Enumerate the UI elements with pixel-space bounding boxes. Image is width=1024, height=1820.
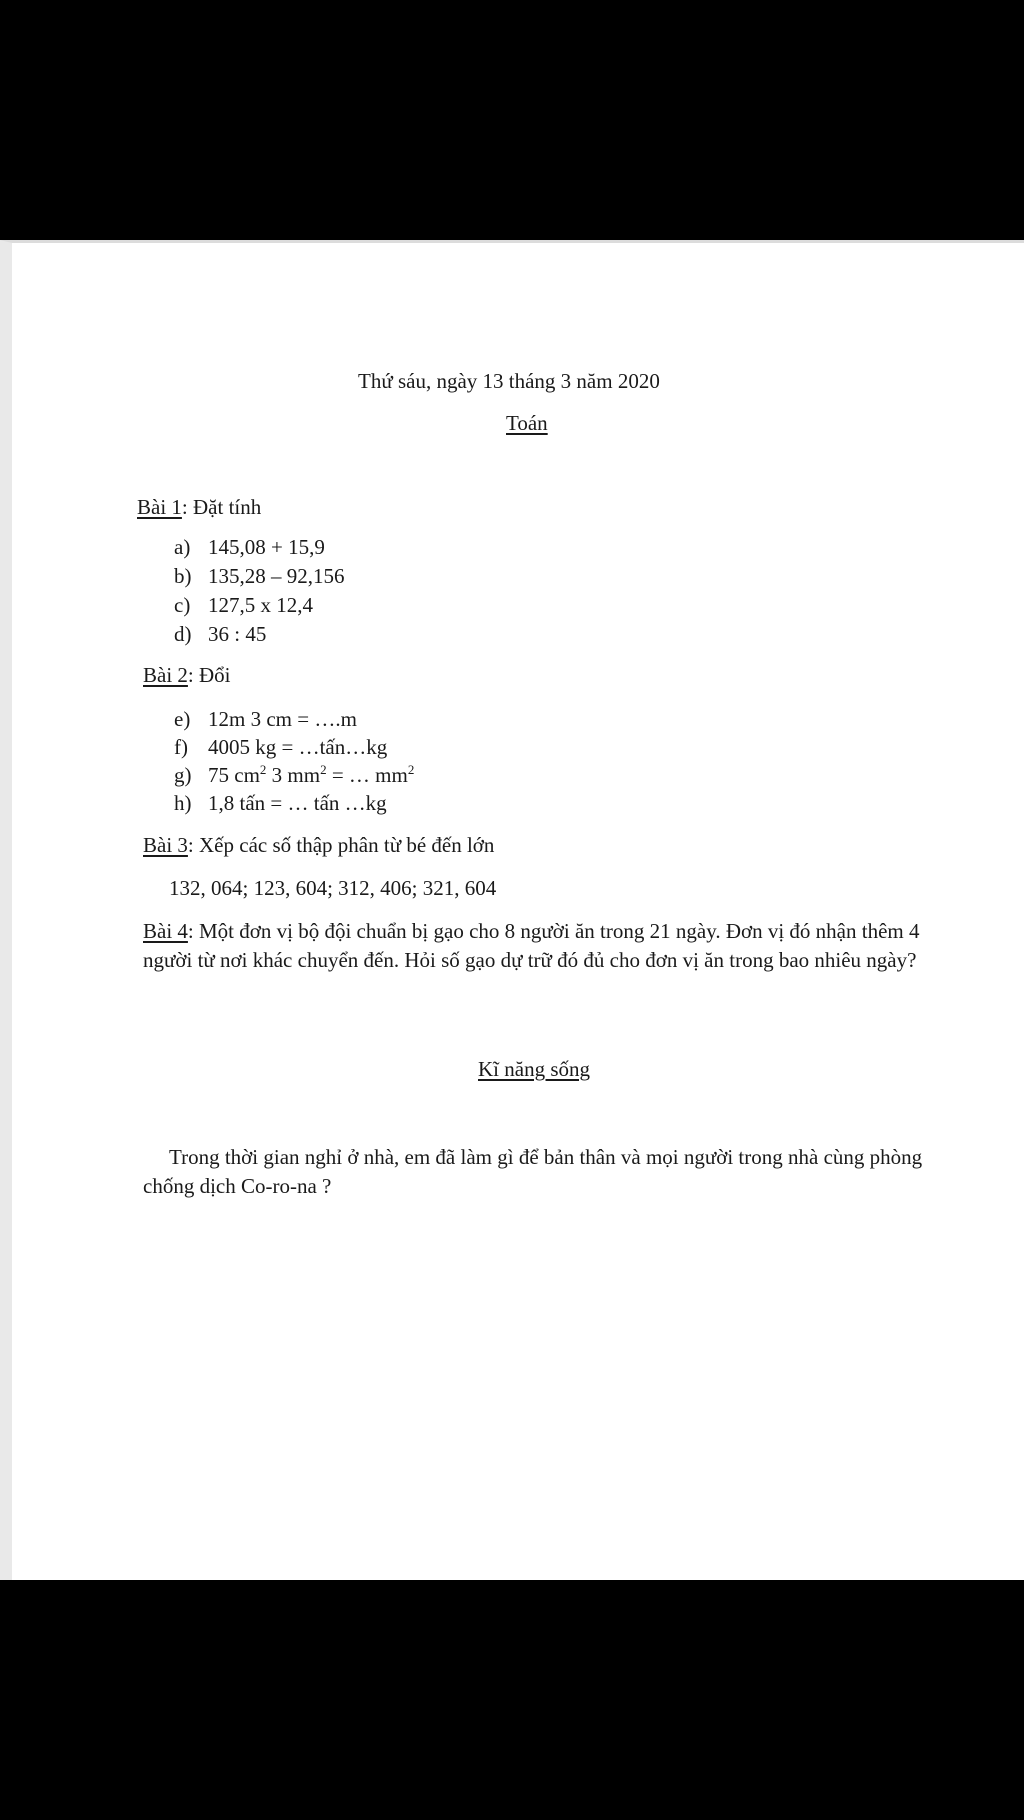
bai4-paragraph — [143, 917, 943, 975]
bai2-item-g: g) 75 $cm^2$ 3 $mm^2$ = … $mm^2$ — [174, 762, 415, 787]
bai1-item-a: a) 145,08 + 15,9 — [174, 535, 325, 559]
subject-title: Toán — [506, 411, 548, 435]
bai2-item-h: h) 1,8 tấn = … tấn …kg — [174, 791, 387, 815]
bai2-item-f: f) 4005 kg = …tấn…kg — [174, 735, 388, 759]
bai3-heading — [143, 831, 494, 859]
bai1-item-d: d) 36 : 45 — [174, 622, 267, 646]
bai2-label: Bài 2 — [143, 663, 188, 687]
bai1-heading — [137, 493, 261, 521]
bai4-label: Bài 4 — [143, 919, 188, 943]
bai3-numbers: 132, 064; 123, 604; 312, 406; 321, 604 — [169, 876, 497, 900]
bai1-title: : Đặt tính — [181, 495, 262, 519]
bai2-title: : Đổi — [187, 663, 231, 687]
bai3-title: : Xếp các số thập phân từ bé đến lớn — [187, 833, 495, 857]
bai1-item-c: c) 127,5 x 12,4 — [174, 593, 313, 617]
bai4-text: : Một đơn vị bộ đội chuẩn bị gạo cho 8 người ăn trong 21 ngày. Đơn vị đó nhận thêm 4 người từ nơi khác chuyển đến. Hỏi số gạo dự trữ đó đủ cho đơn vị ăn trong bao nhiêu ngày? — [143, 919, 920, 972]
bai2-heading — [143, 661, 231, 689]
date-line: Thứ sáu, ngày 13 tháng 3 năm 2020 — [358, 369, 660, 393]
bai1-item-b: b) 135,28 – 92,156 — [174, 564, 345, 588]
document-page — [0, 240, 1024, 1580]
bai3-label: Bài 3 — [143, 833, 188, 857]
bai2-item-e: e) 12m 3 cm = ….m — [174, 707, 357, 731]
kns-question: Trong thời gian nghỉ ở nhà, em đã làm gì để bản thân và mọi người trong nhà cùng phòng chống dịch Co-ro-na ? — [143, 1145, 923, 1198]
kns-title: Kĩ năng sống — [478, 1057, 590, 1081]
bai1-label: Bài 1 — [137, 495, 182, 519]
